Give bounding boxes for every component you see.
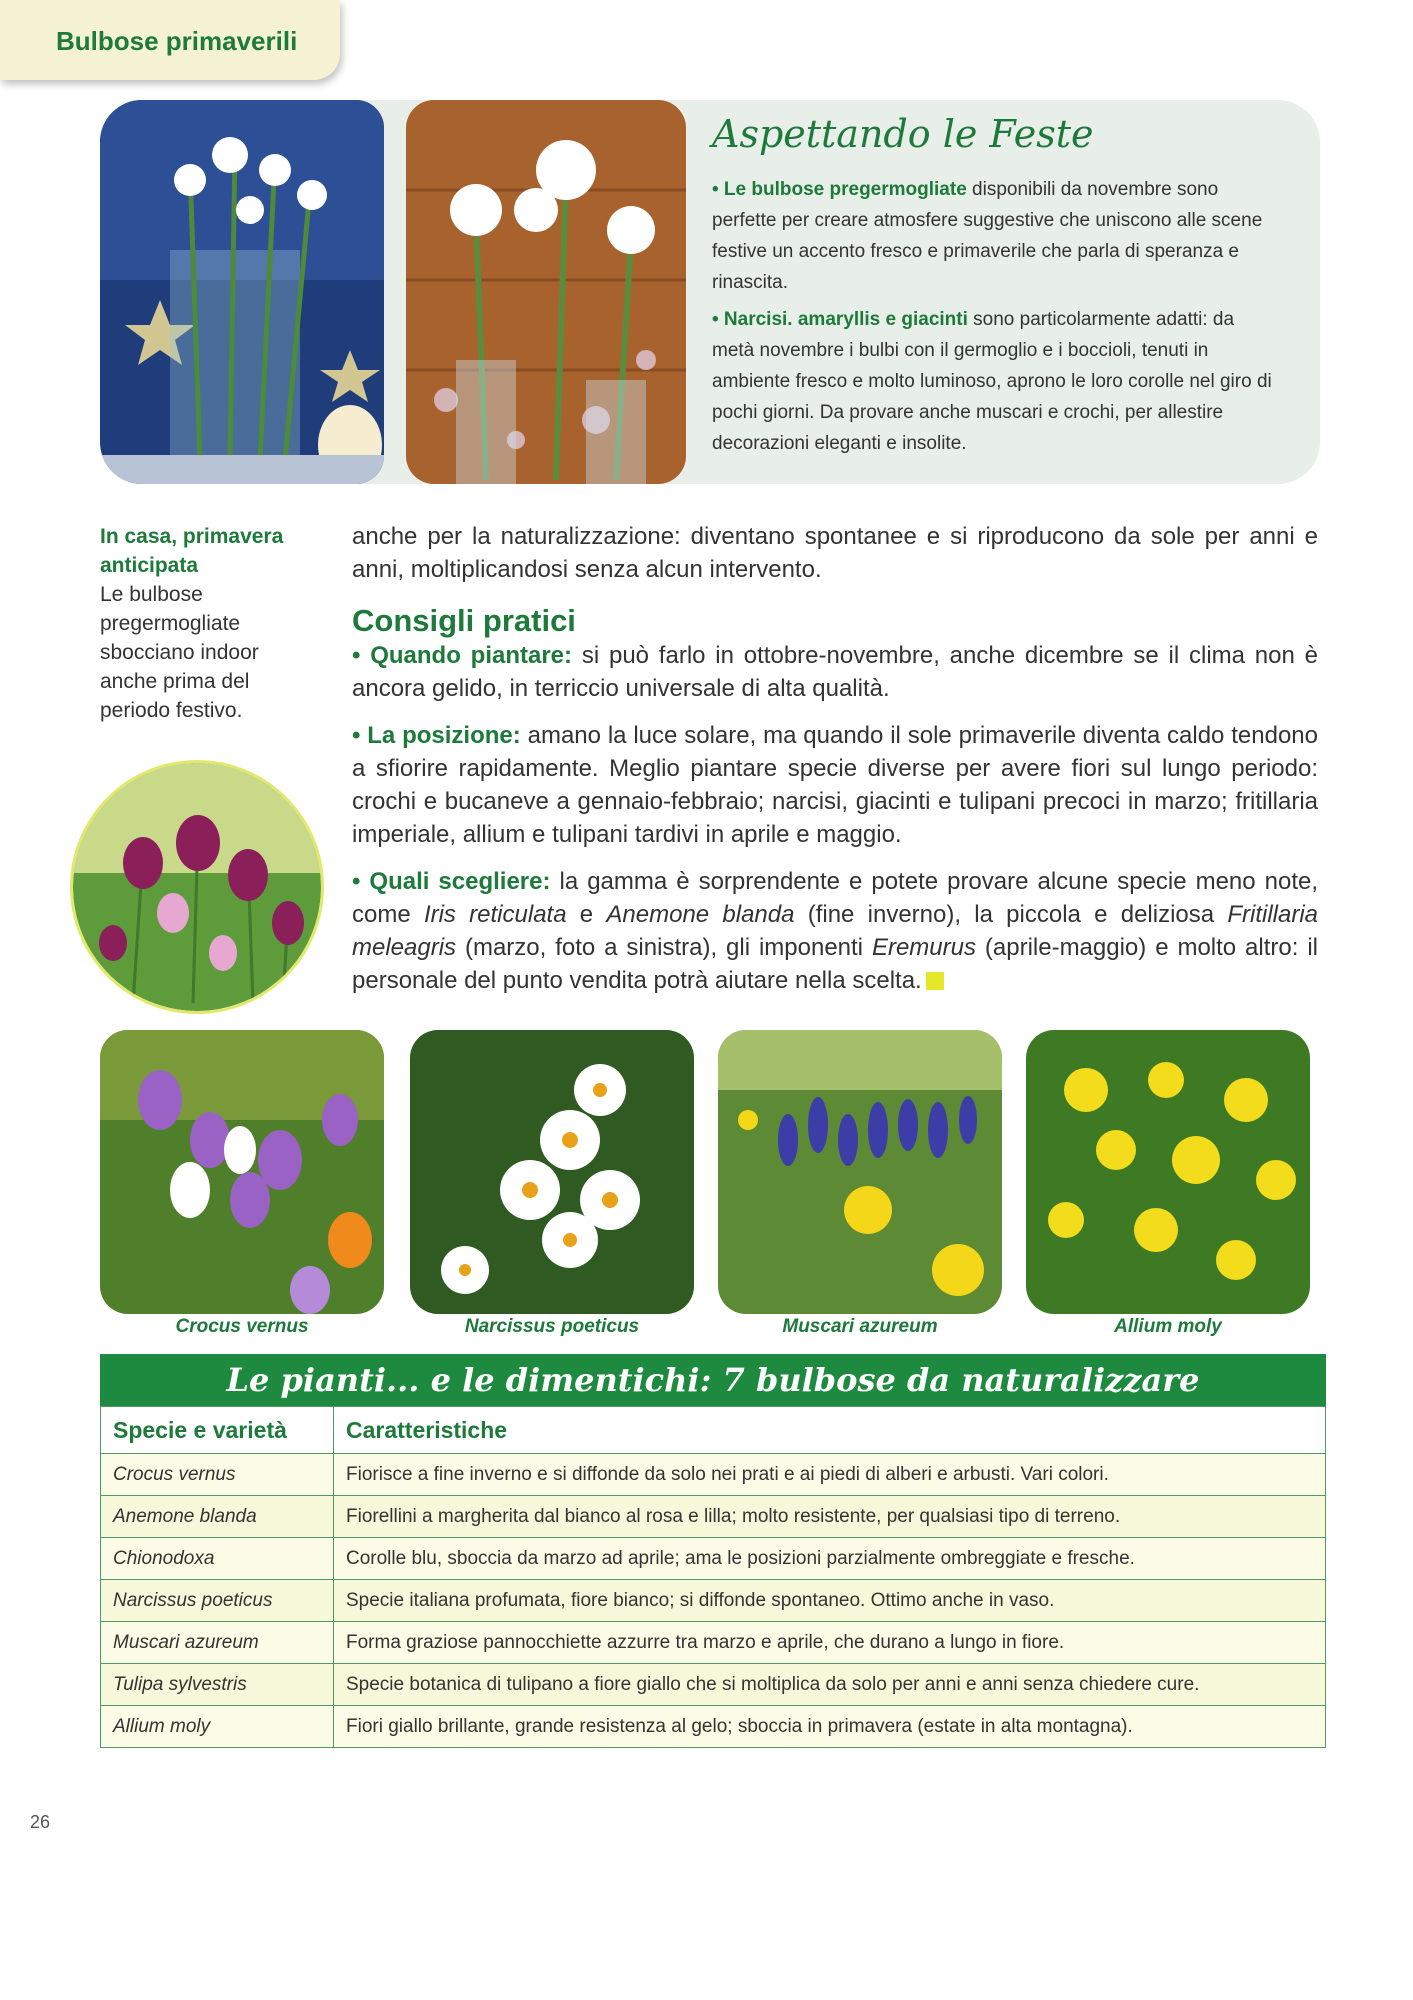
tip-position xyxy=(352,719,1318,851)
gallery-caption: Narcissus poeticus xyxy=(464,1316,640,1337)
description-cell: Specie italiana profumata, fiore bianco; si diffonde spontaneo. Ottimo anche in vaso. xyxy=(334,1580,1326,1622)
feature-p1-text: disponibili da novembre sono perfette per creare atmosfere suggestive che uniscono alle scene festive un accento fresco e primaverile che parla di speranza e rinascita. xyxy=(712,179,1263,293)
gallery-caption: Allium moly xyxy=(1114,1316,1222,1337)
paperwhite-window-photo xyxy=(100,100,384,484)
description-cell: Fiori giallo brillante, grande resistenza al gelo; sboccia in primavera (estate in alta montagna). xyxy=(334,1706,1326,1748)
sidebar-caption xyxy=(100,522,320,725)
gallery-caption: Crocus vernus xyxy=(175,1316,309,1337)
muscari-photo xyxy=(718,1030,1002,1314)
description-cell: Specie botanica di tulipano a fiore giallo che si moltiplica da solo per anni e anni senza chiedere cure. xyxy=(334,1664,1326,1706)
tip-position-text: amano la luce solare, ma quando il sole primaverile diventa caldo tendono a sfiorire rapidamente. Meglio piantare specie diverse per avere fiori sul lungo periodo: crochi e bucaneve a gennaio-febbraio; narcisi, giacinti e tulipani precoci in marzo; fritillaria imperiale, allium e tulipani tardivi in aprile e maggio. xyxy=(352,722,1318,848)
caption-title: In casa, primavera anticipata xyxy=(100,525,284,577)
species-cell: Muscari azureum xyxy=(101,1622,334,1664)
table-title: Le pianti... e le dimentichi: 7 bulbose da naturalizzare xyxy=(100,1354,1326,1406)
species-name: Fritillaria meleagris xyxy=(352,901,1319,961)
tip-when-text: si può farlo in ottobre-novembre, anche dicembre se il clima non è ancora gelido, in terriccio universale di alta qualità. xyxy=(352,642,1319,702)
tip-choose-lead: • Quali scegliere: xyxy=(352,868,551,895)
page-number: 26 xyxy=(30,1812,51,1832)
species-name: Iris reticulata xyxy=(423,901,567,928)
bulbs-table xyxy=(100,1406,1326,1748)
feature-p1-lead: • Le bulbose pregermogliate xyxy=(712,179,967,200)
section-title: Bulbose primaverili xyxy=(56,26,298,56)
feature-box-text xyxy=(712,174,1280,465)
tip-choose-text: (fine inverno), la piccola e deliziosa xyxy=(794,901,1228,928)
species-cell: Narcissus poeticus xyxy=(101,1580,334,1622)
caption-text: Le bulbose pregermogliate sbocciano indoor anche prima del periodo festivo. xyxy=(100,583,259,722)
tip-when-lead: • Quando piantare: xyxy=(352,642,573,669)
table-row xyxy=(101,1706,1326,1748)
feature-p2-lead: • Narcisi. amaryllis e giacinti xyxy=(712,309,968,330)
fritillaria-circle-photo xyxy=(70,760,324,1014)
section-heading: Consigli pratici xyxy=(352,603,576,638)
species-cell: Anemone blanda xyxy=(101,1496,334,1538)
tip-when xyxy=(352,639,1318,705)
species-cell: Crocus vernus xyxy=(101,1454,334,1496)
allium-photo xyxy=(1026,1030,1310,1314)
species-cell: Chionodoxa xyxy=(101,1538,334,1580)
section-tab xyxy=(0,0,340,80)
crocus-photo xyxy=(100,1030,384,1314)
tip-position-lead: • La posizione: xyxy=(352,722,521,749)
table-row xyxy=(101,1622,1326,1664)
description-cell: Corolle blu, sboccia da marzo ad aprile; ama le posizioni parzialmente ombreggiate e fresche. xyxy=(334,1538,1326,1580)
tip-choose-text: (marzo, foto a sinistra), gli imponenti xyxy=(456,934,872,961)
tip-choose-text: la gamma è sorprendente e potete provare alcune specie meno note, come xyxy=(352,868,1318,928)
table-header-row xyxy=(101,1407,1326,1454)
species-cell: Tulipa sylvestris xyxy=(101,1664,334,1706)
table-row xyxy=(101,1496,1326,1538)
table-row xyxy=(101,1454,1326,1496)
species-name: Eremurus xyxy=(871,934,976,961)
species-name: Anemone blanda xyxy=(606,901,795,928)
description-cell: Fiorisce a fine inverno e si diffonde da solo nei prati e ai piedi di alberi e arbusti. Vari colori. xyxy=(334,1454,1326,1496)
table-row xyxy=(101,1664,1326,1706)
table-row xyxy=(101,1580,1326,1622)
column-header: Specie e varietà xyxy=(101,1407,334,1454)
column-header: Caratteristiche xyxy=(334,1407,1326,1454)
tip-choose-text: e xyxy=(566,901,607,928)
tip-choose xyxy=(352,865,1318,997)
intro-paragraph: anche per la naturalizzazione: diventano spontanee e si riproducono da sole per anni e anni, moltiplicandosi senza alcun intervento. xyxy=(352,523,1318,583)
description-cell: Forma graziose pannocchiette azzurre tra marzo e aprile, che durano a lungo in fiore. xyxy=(334,1622,1326,1664)
amaryllis-shelf-photo xyxy=(406,100,686,484)
article-body xyxy=(352,520,1318,1011)
description-cell: Fiorellini a margherita dal bianco al rosa e lilla; molto resistente, per qualsiasi tipo di terreno. xyxy=(334,1496,1326,1538)
table-row xyxy=(101,1538,1326,1580)
feature-box-title: Aspettando le Feste xyxy=(712,112,1094,156)
species-cell: Allium moly xyxy=(101,1706,334,1748)
tip-choose-text: (aprile-maggio) e molto altro: il personale del punto vendita potrà aiutare nella scelta. xyxy=(352,934,1318,994)
end-mark-icon xyxy=(926,972,944,990)
feature-p2-text: sono particolarmente adatti: da metà novembre i bulbi con il germoglio e i boccioli, tenuti in ambiente fresco e molto luminoso, aprono le loro corolle nel giro di pochi giorni. Da provare anche muscari e crochi, per allestire decorazioni eleganti e insolite. xyxy=(712,309,1272,454)
gallery-caption: Muscari azureum xyxy=(782,1316,938,1337)
narcissus-photo xyxy=(410,1030,694,1314)
